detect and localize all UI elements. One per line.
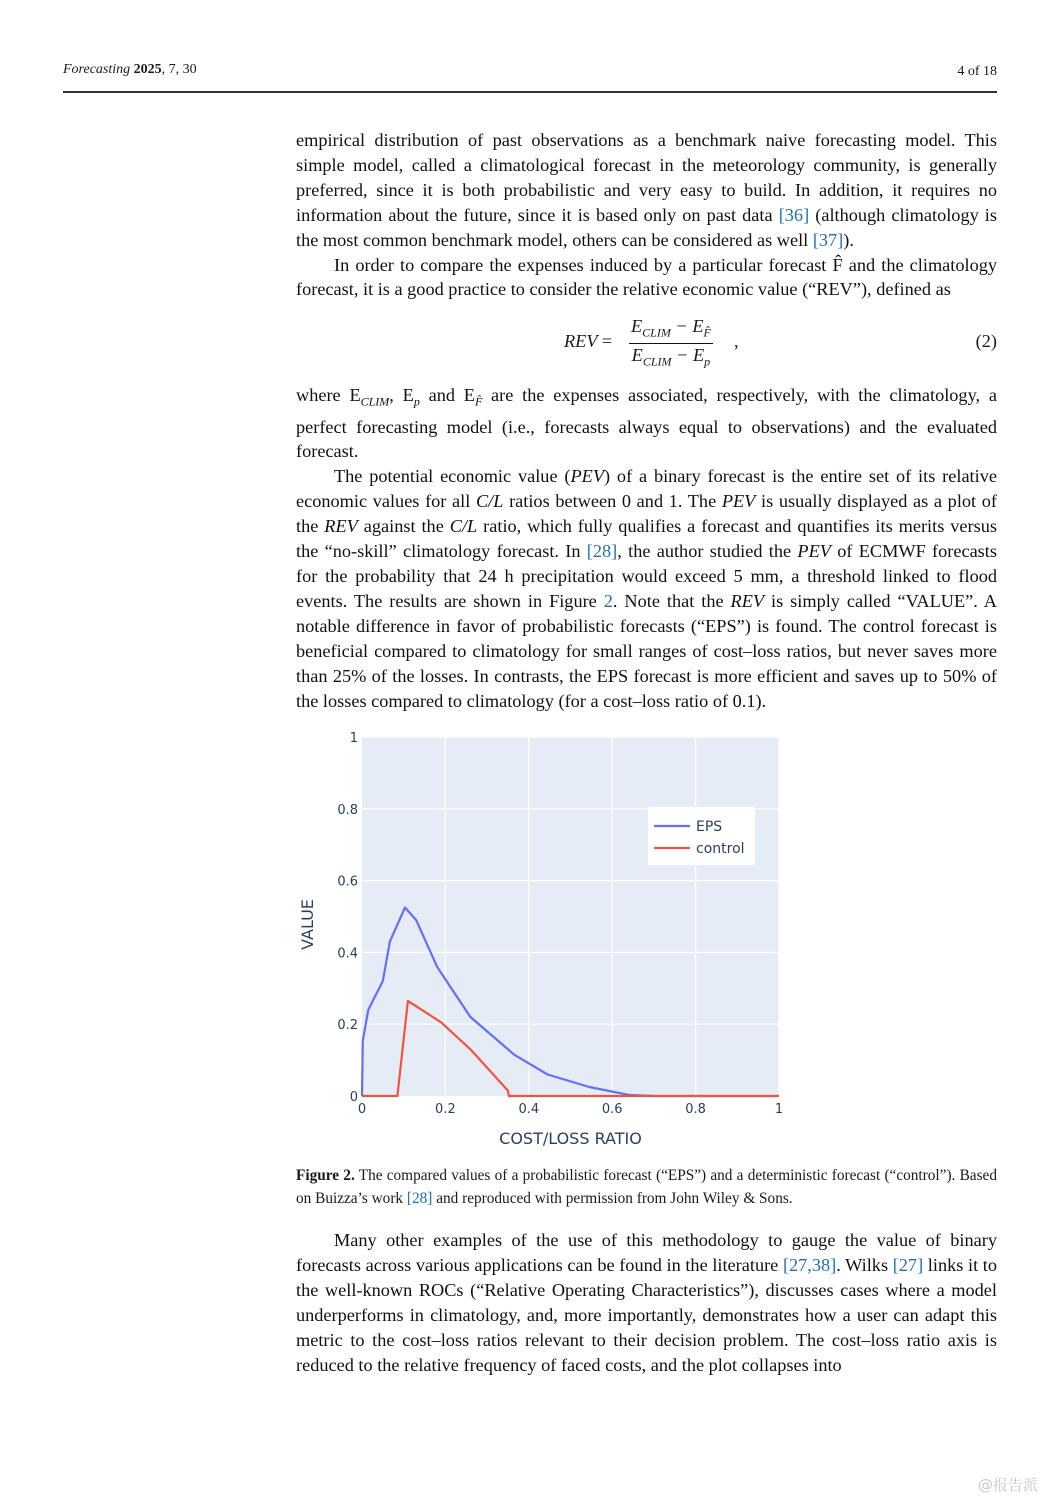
equation-rev	[296, 316, 997, 374]
journal-volume: , 7, 30	[161, 62, 197, 77]
y-tick-label: 0.2	[337, 1018, 358, 1034]
text: empirical distribution of past observations as a benchmark naive forecasting model. This simple model, called a climatological forecast in the meteorology community, is generally preferred, since it is both probabilistic and very easy to build. In addition, it requires no information about the future, since it is based only on past data	[296, 130, 997, 225]
numerator: $E_{CLIM} - E_{F̂}$	[631, 316, 711, 340]
x-tick-label: 0.4	[518, 1102, 540, 1117]
watermark: @报告派	[978, 1476, 1039, 1494]
x-tick-label: 0	[357, 1102, 367, 1117]
paragraph-5: Many other examples of the use of this methodology to gauge the value of binary forecasts across various applications can be found in the literature [27,38]. Wilks [27] links it to the well-known ROCs (“Relative Operating Characteristics”), discusses cases where a model underperforms in climatology, and, more importantly, demonstrates how a user can adapt this metric to the cost–loss ratios relevant to their decision problem. The cost–loss ratio axis is reduced to the relative frequency of faced costs, and the plot collapses into	[296, 1230, 997, 1375]
citation-link[interactable]: [27]	[892, 1254, 924, 1275]
page-header	[63, 62, 997, 92]
y-tick-label: 0.8	[337, 802, 358, 818]
citation-link[interactable]: [28]	[406, 1190, 433, 1207]
x-tick-label: 0.2	[435, 1102, 456, 1117]
x-axis-title: COST/LOSS RATIO	[499, 1129, 642, 1148]
y-tick-label: 0	[349, 1090, 358, 1105]
citation-link[interactable]: [37]	[812, 229, 844, 250]
legend-label: control	[696, 841, 745, 857]
x-tick-label: 0.6	[601, 1102, 623, 1117]
journal-name: Forecasting	[63, 62, 131, 77]
figure-caption: Figure 2. The compared values of a probabilistic forecast (“EPS”) and a deterministic forecast (“control”). Based on Buizza’s work [28] and reproduced with permission from John Wiley & Sons.	[296, 1167, 997, 1207]
journal-year: 2025	[133, 62, 162, 77]
header-divider	[63, 91, 997, 93]
equation-number: (2)	[975, 331, 997, 351]
y-tick-label: 1	[349, 731, 358, 746]
denominator: $E_{CLIM} - E_p$	[631, 344, 711, 369]
citation-link[interactable]: [27,38]	[782, 1254, 837, 1275]
text: ).	[843, 229, 854, 250]
paragraph-4: The potential economic value (PEV) of a binary forecast is the entire set of its relative economic values for all C/L ratios between 0 and 1. The PEV is usually displayed as a plot of the REV against the C/L ratio, which fully qualifies a forecast and quantifies its merits versus the “no-skill” climatology forecast. In [28], the author studied the PEV of ECMWF forecasts for the probability that 24 h precipitation would exceed 5 mm, a threshold linked to flood events. The results are shown in Figure 2. Note that the REV is simply called “VALUE”. A notable difference in favor of probabilistic forecasts (“EPS”) is found. The control forecast is beneficial compared to climatology for small ranges of cost–loss ratios, but never saves more than 25% of the losses. In contrasts, the EPS forecast is more efficient and saves up to 50% of the losses compared to climatology (for a cost–loss ratio of 0.1).	[296, 466, 997, 711]
line-chart	[296, 725, 796, 1155]
paragraph-1	[296, 128, 997, 302]
y-tick-label: 0.4	[337, 946, 358, 962]
equation-lhs: REV =	[564, 331, 613, 351]
x-tick-label: 1	[774, 1102, 784, 1117]
journal-citation	[63, 62, 197, 78]
paragraph-2: In order to compare the expenses induced by a particular forecast F̂ and the climatology forecast, it is a good practice to consider the relative economic value (“REV”), defined as	[296, 254, 997, 300]
paragraph-3: where $E_{CLIM}$, $E_p$ and $E_{F̂}$ are the expenses associated, respectively, with the climatology, a perfect forecasting model (i.e., forecasts always equal to observations) and the evaluated forecast. The potential economic value (PEV) of a binary forecast is the entire set of its relative economic values for all C/L ratios between 0 and 1. The PEV is usually displayed as a plot of the REV against the C/L ratio, which fully qualifies a forecast and quantifies its merits versus the “no-skill” climatology forecast. In [28], the author studied the PEV of ECMWF forecasts for the probability that 24 h precipitation would exceed 5 mm, a threshold linked to flood events. The results are shown in Figure 2. Note that the REV is simply called “VALUE”. A notable difference in favor of probabilistic forecasts (“EPS”) is found. The control forecast is beneficial compared to climatology for small ranges of cost–loss ratios, but never saves more than 25% of the losses. In contrasts, the EPS forecast is more efficient and saves up to 50% of the losses compared to climatology (for a cost–loss ratio of 0.1).	[296, 383, 997, 713]
citation-link[interactable]: [36]	[778, 204, 810, 225]
page-number: 4 of 18	[957, 64, 997, 79]
y-tick-label: 0.6	[337, 874, 358, 890]
citation-link[interactable]: [28]	[586, 541, 618, 562]
plot-area	[362, 737, 779, 1096]
legend-label: EPS	[696, 819, 723, 835]
text: (although climatology is the most common benchmark model, others can be considered as well	[296, 204, 998, 250]
x-tick-label: 0.8	[685, 1102, 706, 1117]
y-axis-title: VALUE	[298, 899, 317, 950]
figure-link[interactable]: 2	[603, 590, 613, 611]
equation-fraction	[629, 316, 713, 369]
equation-comma: ,	[734, 331, 739, 351]
figure-2-chart	[296, 725, 796, 1155]
caption-label: Figure 2.	[296, 1167, 355, 1184]
